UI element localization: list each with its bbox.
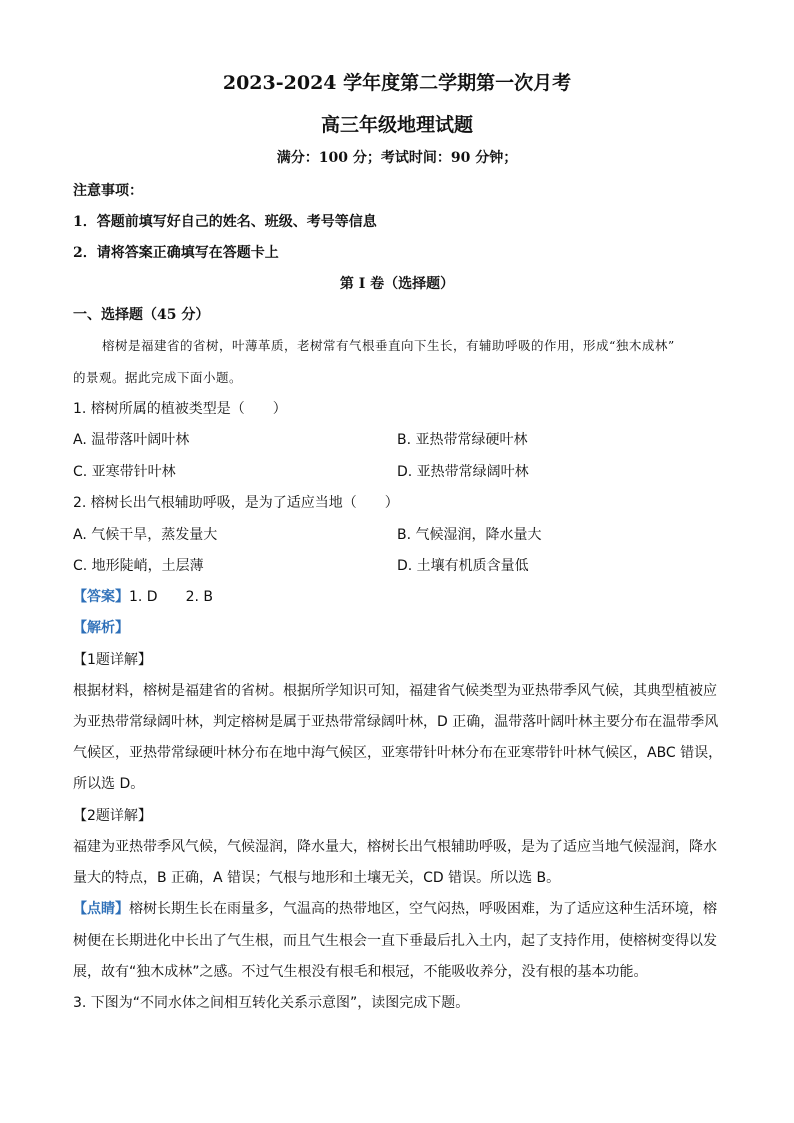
q1-detail-line-4: 所以选 D。 (73, 776, 145, 792)
volume-heading: 第 I 卷（选择题） (339, 276, 455, 292)
question-3-stem: 3. 下图为“不同水体之间相互转化关系示意图”，读图完成下题。 (73, 995, 470, 1011)
question-1-stem: 1. 榕树所属的植被类型是（ ） (73, 401, 287, 417)
analysis-label: 【解析】 (73, 620, 129, 636)
answer-label: 【答案】 (73, 589, 129, 605)
exam-meta: 满分：100 分；考试时间：90 分钟； (276, 150, 518, 166)
notes-heading: 注意事项： (73, 183, 143, 199)
answer-row (73, 590, 213, 604)
q1-detail-heading: 【1题详解】 (73, 652, 152, 668)
tip-line-3: 展，故有“独木成林”之感。不过气生根没有根毛和根冠，不能吸收养分，没有根的基本功能。 (73, 964, 648, 980)
question-2-option-c: C. 地形陡峭，土层薄 (73, 558, 204, 574)
question-1-option-d: D. 亚热带常绿阔叶林 (397, 464, 529, 480)
question-2-option-b: B. 气候湿润，降水量大 (397, 527, 542, 543)
material-line-2: 的景观。据此完成下面小题。 (73, 370, 243, 385)
notes-item-1: 1．答题前填写好自己的姓名、班级、考号等信息 (73, 214, 377, 230)
q1-detail-line-1: 根据材料，榕树是福建省的省树。根据所学知识可知，福建省气候类型为亚热带季风气候，其典型植被应 (73, 683, 717, 699)
q1-detail-line-2: 为亚热带常绿阔叶林，判定榕树是属于亚热带常绿阔叶林，D 正确，温带落叶阔叶林主要分布在温带季风 (73, 714, 719, 730)
question-2-option-a: A. 气候干旱，蒸发量大 (73, 527, 218, 543)
question-2-stem: 2. 榕树长出气根辅助呼吸，是为了适应当地（ ） (73, 495, 399, 511)
q1-detail-line-3: 气候区，亚热带常绿硬叶林分布在地中海气候区，亚寒带针叶林分布在亚寒带针叶林气候区，ABC 错误， (73, 745, 723, 761)
answer-value: 1. D 2. B (129, 589, 213, 605)
question-1-option-b: B. 亚热带常绿硬叶林 (397, 432, 528, 448)
q2-detail-heading: 【2题详解】 (73, 808, 152, 824)
q2-detail-line-1: 福建为亚热带季风气候，气候湿润，降水量大，榕树长出气根辅助呼吸，是为了适应当地气候湿润，降水 (73, 839, 717, 855)
notes-item-2: 2．请将答案正确填写在答题卡上 (73, 245, 279, 261)
tip-line-2: 树便在长期进化中长出了气生根，而且气生根会一直下垂最后扎入土内，起了支持作用，使榕树变得以发 (73, 933, 717, 949)
material-line-1: 榕树是福建省的省树，叶薄革质，老树常有气根垂直向下生长，有辅助呼吸的作用，形成“独木成林” (102, 338, 675, 353)
exam-subtitle: 高三年级地理试题 (320, 114, 473, 136)
tip-row-1 (73, 902, 717, 916)
question-1-option-a: A. 温带落叶阔叶林 (73, 432, 190, 448)
tip-label: 【点睛】 (73, 901, 129, 917)
tip-line-1: 榕树长期生长在雨量多，气温高的热带地区，空气闷热，呼吸困难，为了适应这种生活环境，榕 (129, 901, 717, 917)
exam-title: 2023-2024 学年度第二学期第一次月考 (222, 72, 572, 94)
q2-detail-line-2: 量大的特点，B 正确，A 错误；气根与地形和土壤无关，CD 错误。所以选 B。 (73, 870, 561, 886)
part-heading: 一、选择题（45 分） (73, 307, 210, 323)
question-2-option-d: D. 土壤有机质含量低 (397, 558, 529, 574)
question-1-option-c: C. 亚寒带针叶林 (73, 464, 176, 480)
